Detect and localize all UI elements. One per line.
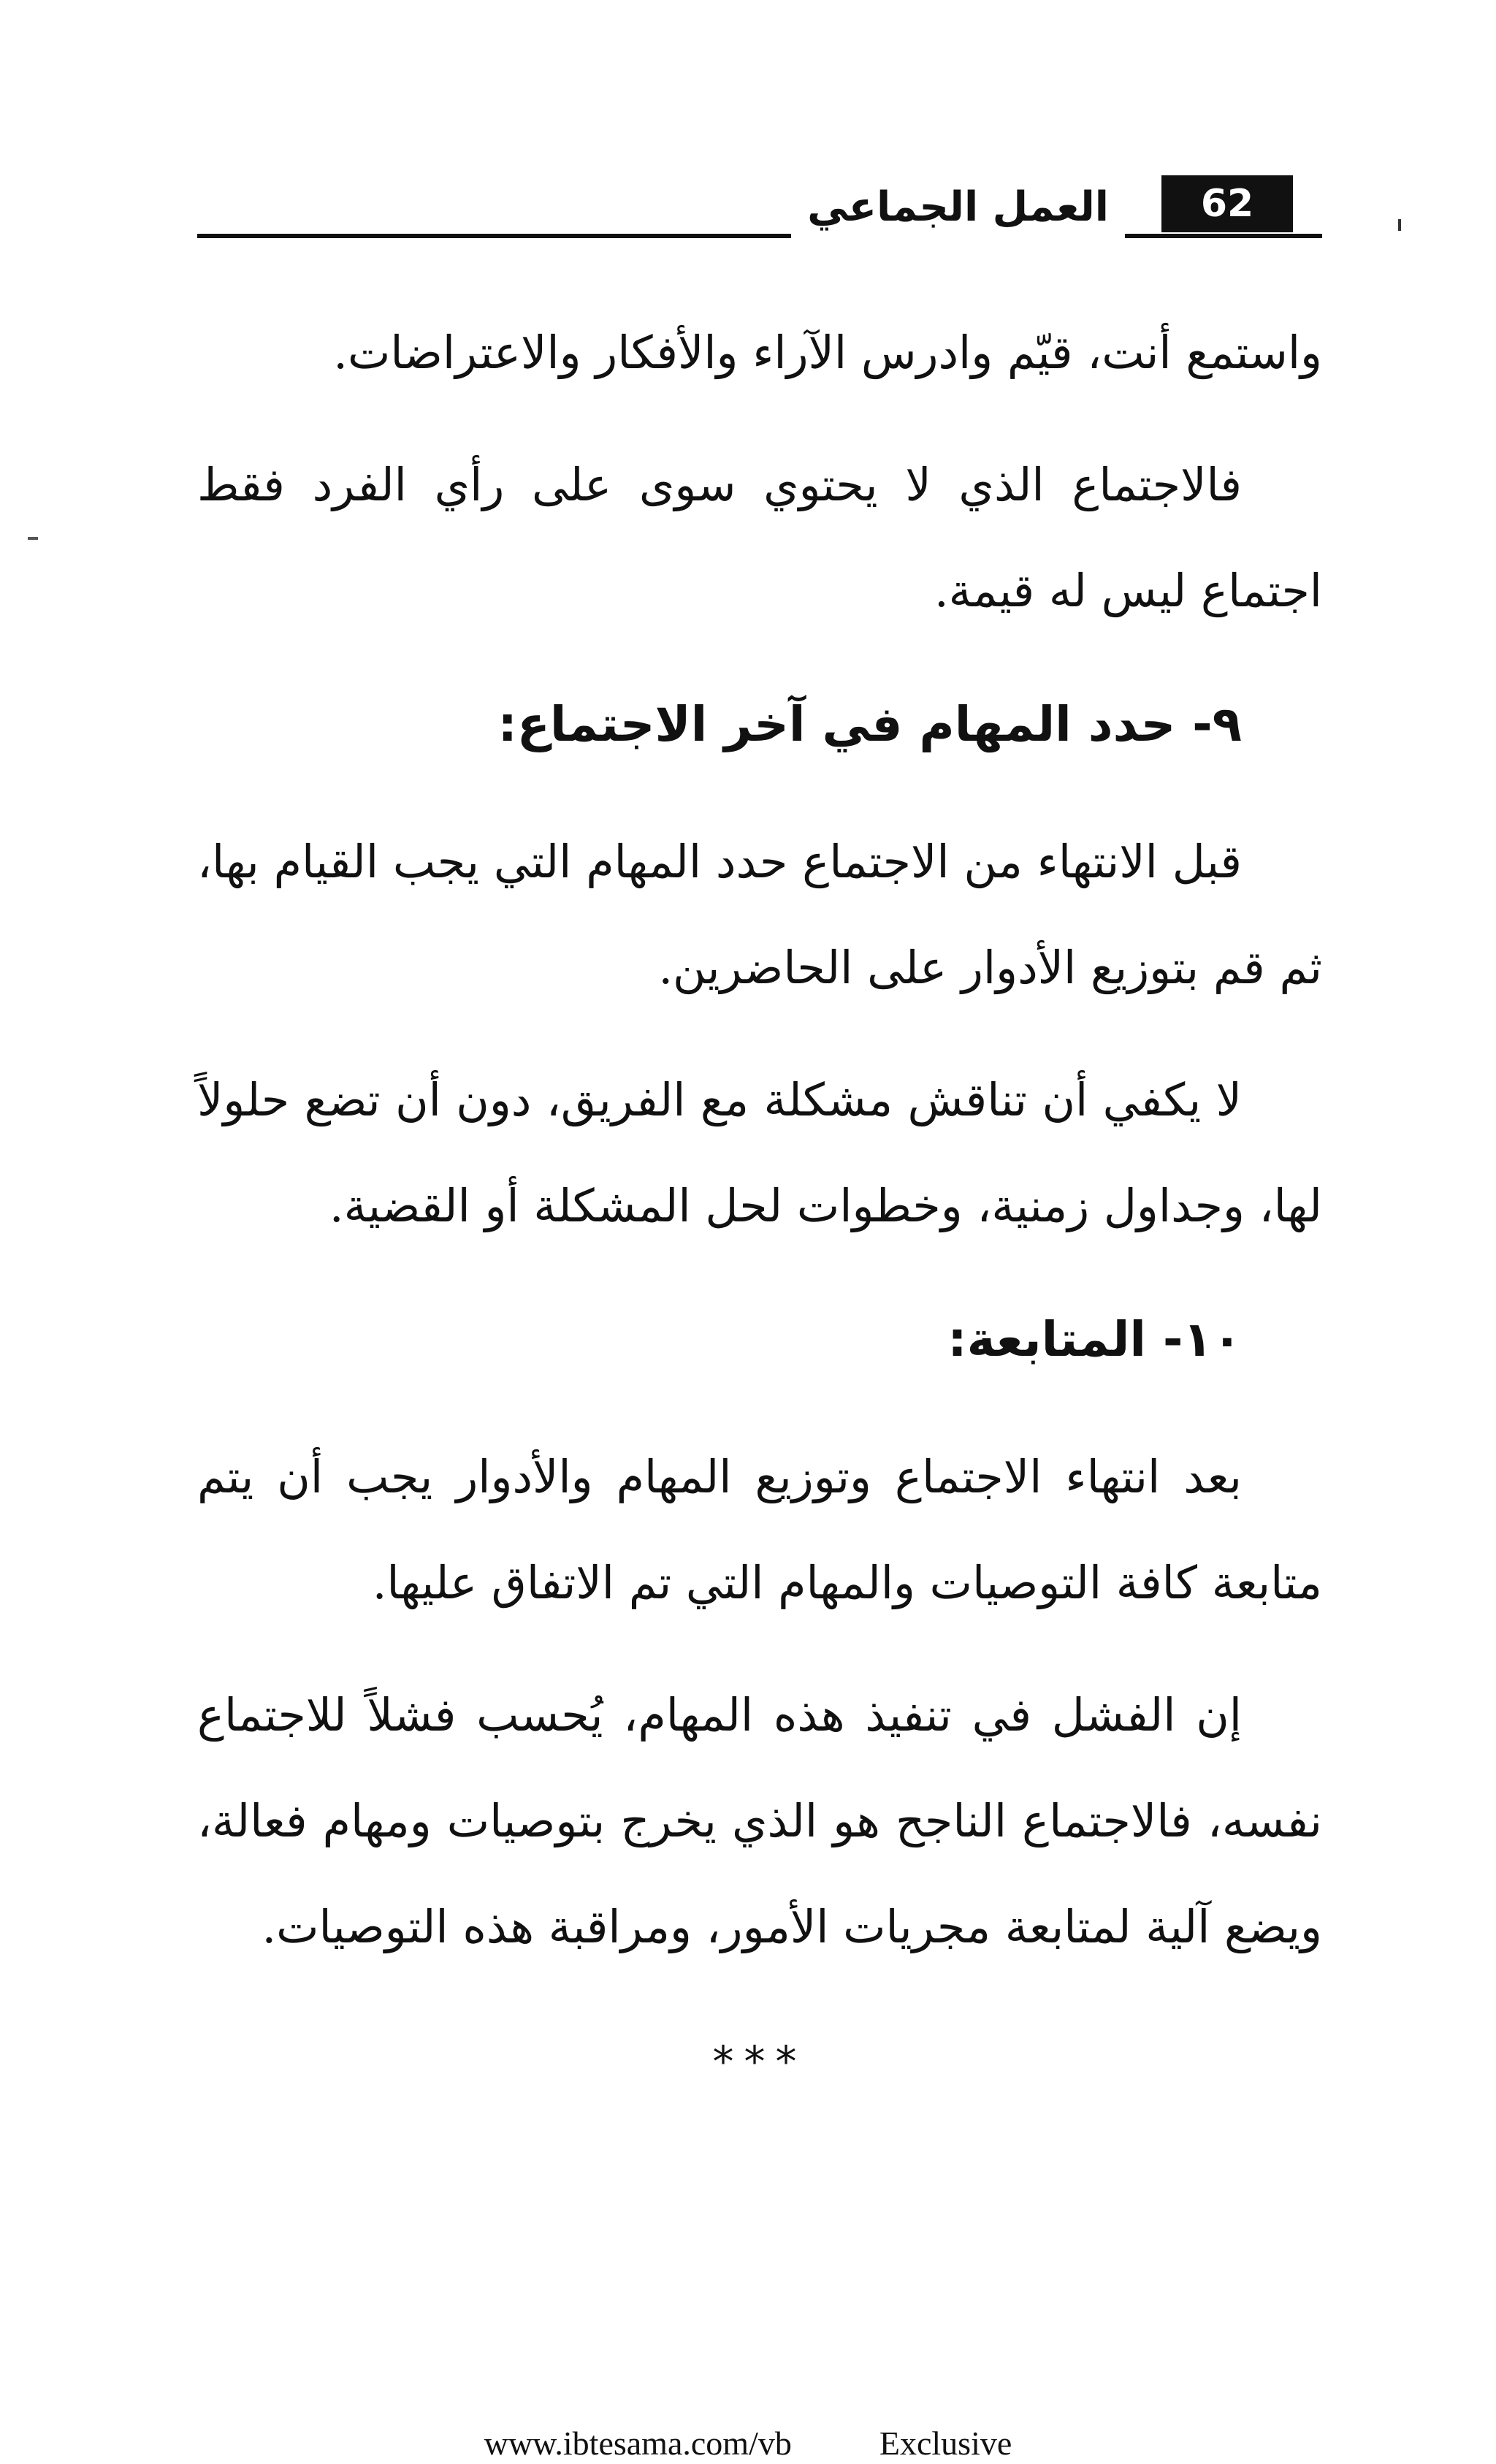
paragraph-4: لا يكفي أن تناقش مشكلة مع الفريق، دون أن تضع حلولاً لها، وجداول زمنية، وخطوات لحل المشكلة أو القضية. xyxy=(197,1073,1322,1232)
paragraph-2: فالاجتماع الذي لا يحتوي سوى على رأي الفرد فقط اجتماع ليس له قيمة. xyxy=(197,458,1322,617)
paragraph-3: قبل الانتهاء من الاجتماع حدد المهام التي يجب القيام بها، ثم قم بتوزيع الأدوار على الحاضرين. xyxy=(197,835,1322,994)
paragraph-1: واستمع أنت، قيّم وادرس الآراء والأفكار والاعتراضات. xyxy=(333,326,1322,379)
header-rule xyxy=(197,234,1322,238)
page-body xyxy=(197,300,1322,2115)
scan-mark-left xyxy=(28,537,38,540)
section-separator: *** xyxy=(712,2037,807,2086)
page-header xyxy=(197,169,1322,250)
page-number: 62 xyxy=(1161,175,1293,232)
chapter-title: العمل الجماعي xyxy=(791,177,1125,238)
page-footer xyxy=(0,2424,1496,2463)
scan-mark xyxy=(1398,219,1401,231)
footer-label: Exclusive xyxy=(879,2425,1012,2462)
paragraph-6: إن الفشل في تنفيذ هذه المهام، يُحسب فشلاً للاجتماع نفسه، فالاجتماع الناجح هو الذي يخرج بتوصيات ومهام فعالة، ويضع آلية لمتابعة مجريات الأمور، ومراقبة هذه التوصيات. xyxy=(197,1688,1322,1953)
section-heading-9: ٩- حدد المهام في آخر الاجتماع: xyxy=(497,696,1242,752)
paragraph-5: بعد انتهاء الاجتماع وتوزيع المهام والأدوار يجب أن يتم متابعة كافة التوصيات والمهام التي تم الاتفاق عليها. xyxy=(197,1450,1322,1609)
section-heading-10: ١٠- المتابعة: xyxy=(947,1311,1242,1368)
footer-url: www.ibtesama.com/vb xyxy=(484,2425,792,2462)
